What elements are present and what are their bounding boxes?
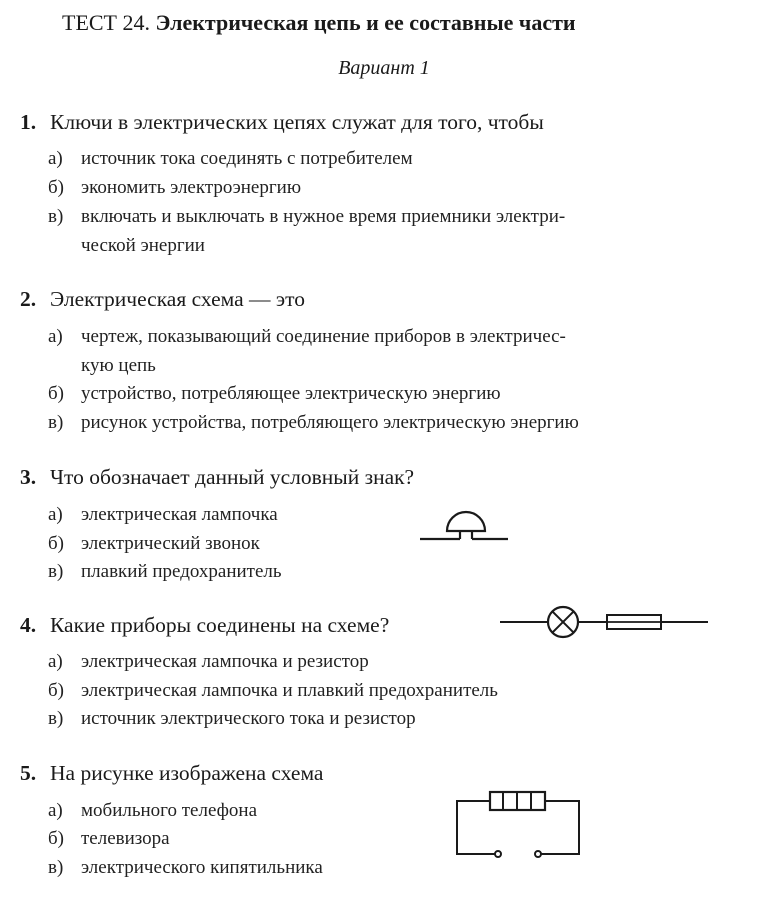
test-title — [62, 10, 576, 36]
terminal-icon — [495, 851, 501, 857]
answer-4c: в) источник электрического тока и резистор — [48, 708, 416, 729]
terminal-icon — [535, 851, 541, 857]
answer-1a: а) источник тока соединять с потребителем — [48, 148, 413, 169]
answer-2a: а) чертеж, показывающий соединение приборов в электричес- — [48, 326, 566, 347]
question-text: Ключи в электрических цепях служат для того, чтобы — [50, 110, 544, 134]
question-3: 3. Что обозначает данный условный знак? — [20, 465, 415, 489]
answer-5a: а) мобильного телефона — [48, 800, 258, 821]
answer-4b: б) электрическая лампочка и плавкий предохранитель — [48, 680, 498, 701]
bell-symbol — [420, 505, 510, 541]
answer-1c: в) включать и выключать в нужное время приемники электри- — [48, 206, 566, 227]
question-1: 1. Ключи в электрических цепях служат для того, чтобы — [20, 110, 544, 134]
answer-3c: в) плавкий предохранитель — [48, 561, 282, 582]
answer-1c-cont: ческой энергии — [81, 235, 205, 256]
answer-3b: б) электрический звонок — [48, 533, 260, 554]
answer-5b: б) телевизора — [48, 828, 170, 849]
question-text: Какие приборы соединены на схеме? — [50, 613, 390, 637]
answer-2c: в) рисунок устройства, потребляющего электрическую энергию — [48, 412, 579, 433]
test-label: ТЕСТ 24. — [62, 10, 150, 35]
lamp-and-fuse-circuit — [500, 605, 710, 639]
question-text: На рисунке изображена схема — [50, 761, 324, 785]
question-text: Электрическая схема — это — [50, 287, 305, 311]
question-4: 4. Какие приборы соединены на схеме? — [20, 613, 390, 637]
heating-element-circuit — [455, 788, 585, 860]
answer-1b: б) экономить электроэнергию — [48, 177, 302, 198]
question-5: 5. На рисунке изображена схема — [20, 761, 324, 785]
question-2: 2. Электрическая схема — это — [20, 287, 305, 311]
answer-3a: а) электрическая лампочка — [48, 504, 278, 525]
answer-5c: в) электрического кипятильника — [48, 857, 323, 878]
test-topic: Электрическая цепь и ее составные части — [155, 10, 576, 35]
answer-2b: б) устройство, потребляющее электрическую энергию — [48, 383, 501, 404]
variant-label: Вариант 1 — [338, 57, 430, 79]
answer-2a-cont: кую цепь — [81, 355, 156, 376]
answer-4a: а) электрическая лампочка и резистор — [48, 651, 369, 672]
question-text: Что обозначает данный условный знак? — [50, 465, 415, 489]
